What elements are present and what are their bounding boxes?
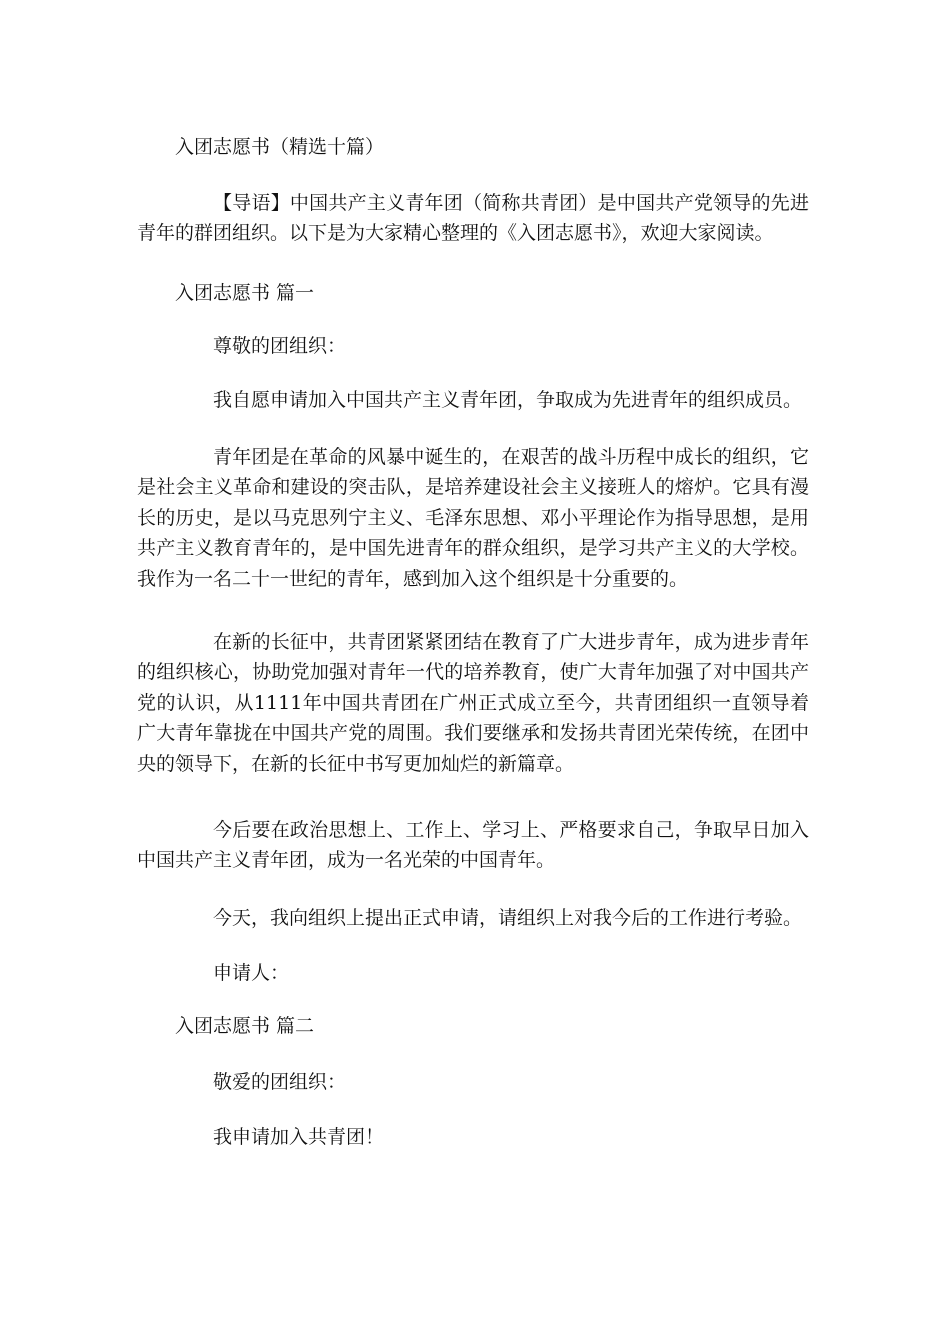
section-1-heading: 入团志愿书 篇一 bbox=[175, 282, 315, 304]
section-1-paragraph-5: 今天，我向组织上提出正式申请，请组织上对我今后的工作进行考验。 bbox=[213, 907, 803, 929]
section-1-paragraph-3: 在新的长征中，共青团紧紧团结在教育了广大进步青年，成为进步青年的组织核心，协助党加强对青年一代的培养教育，使广大青年加强了对中国共产党的认识，从1111年中国共青团在广州正式成立至今，共青团组织一直领导着广大青年靠拢在中国共产党的周围。我们要继承和发扬共青团光荣传统，在团中央的领导下，在新的长征中书写更加灿烂的新篇章。 bbox=[137, 631, 809, 775]
section-1-salutation: 尊敬的团组织： bbox=[213, 335, 347, 357]
section-1-paragraph-4: 今后要在政治思想上、工作上、学习上、严格要求自己，争取早日加入中国共产主义青年团，成为一名光荣的中国青年。 bbox=[137, 819, 809, 872]
intro-paragraph: 【导语】中国共产主义青年团（简称共青团）是中国共产党领导的先进青年的群团组织。以下是为大家精心整理的《入团志愿书》，欢迎大家阅读。 bbox=[137, 192, 809, 245]
section-1-signature: 申请人： bbox=[213, 962, 290, 984]
section-1-paragraph-1: 我自愿申请加入中国共产主义青年团，争取成为先进青年的组织成员。 bbox=[213, 389, 803, 411]
section-2-paragraph-1: 我申请加入共青团！ bbox=[213, 1126, 385, 1148]
section-1-paragraph-2: 青年团是在革命的风暴中诞生的，在艰苦的战斗历程中成长的组织，它是社会主义革命和建设的突击队，是培养建设社会主义接班人的熔炉。它具有漫长的历史，是以马克思列宁主义、毛泽东思想、邓小平理论作为指导思想，是用共产主义教育青年的，是中国先进青年的群众组织，是学习共产主义的大学校。我作为一名二十一世纪的青年，感到加入这个组织是十分重要的。 bbox=[137, 446, 809, 590]
section-2-salutation: 敬爱的团组织： bbox=[213, 1071, 347, 1093]
section-2-heading: 入团志愿书 篇二 bbox=[175, 1015, 315, 1037]
document-title: 入团志愿书（精选十篇） bbox=[175, 136, 385, 158]
